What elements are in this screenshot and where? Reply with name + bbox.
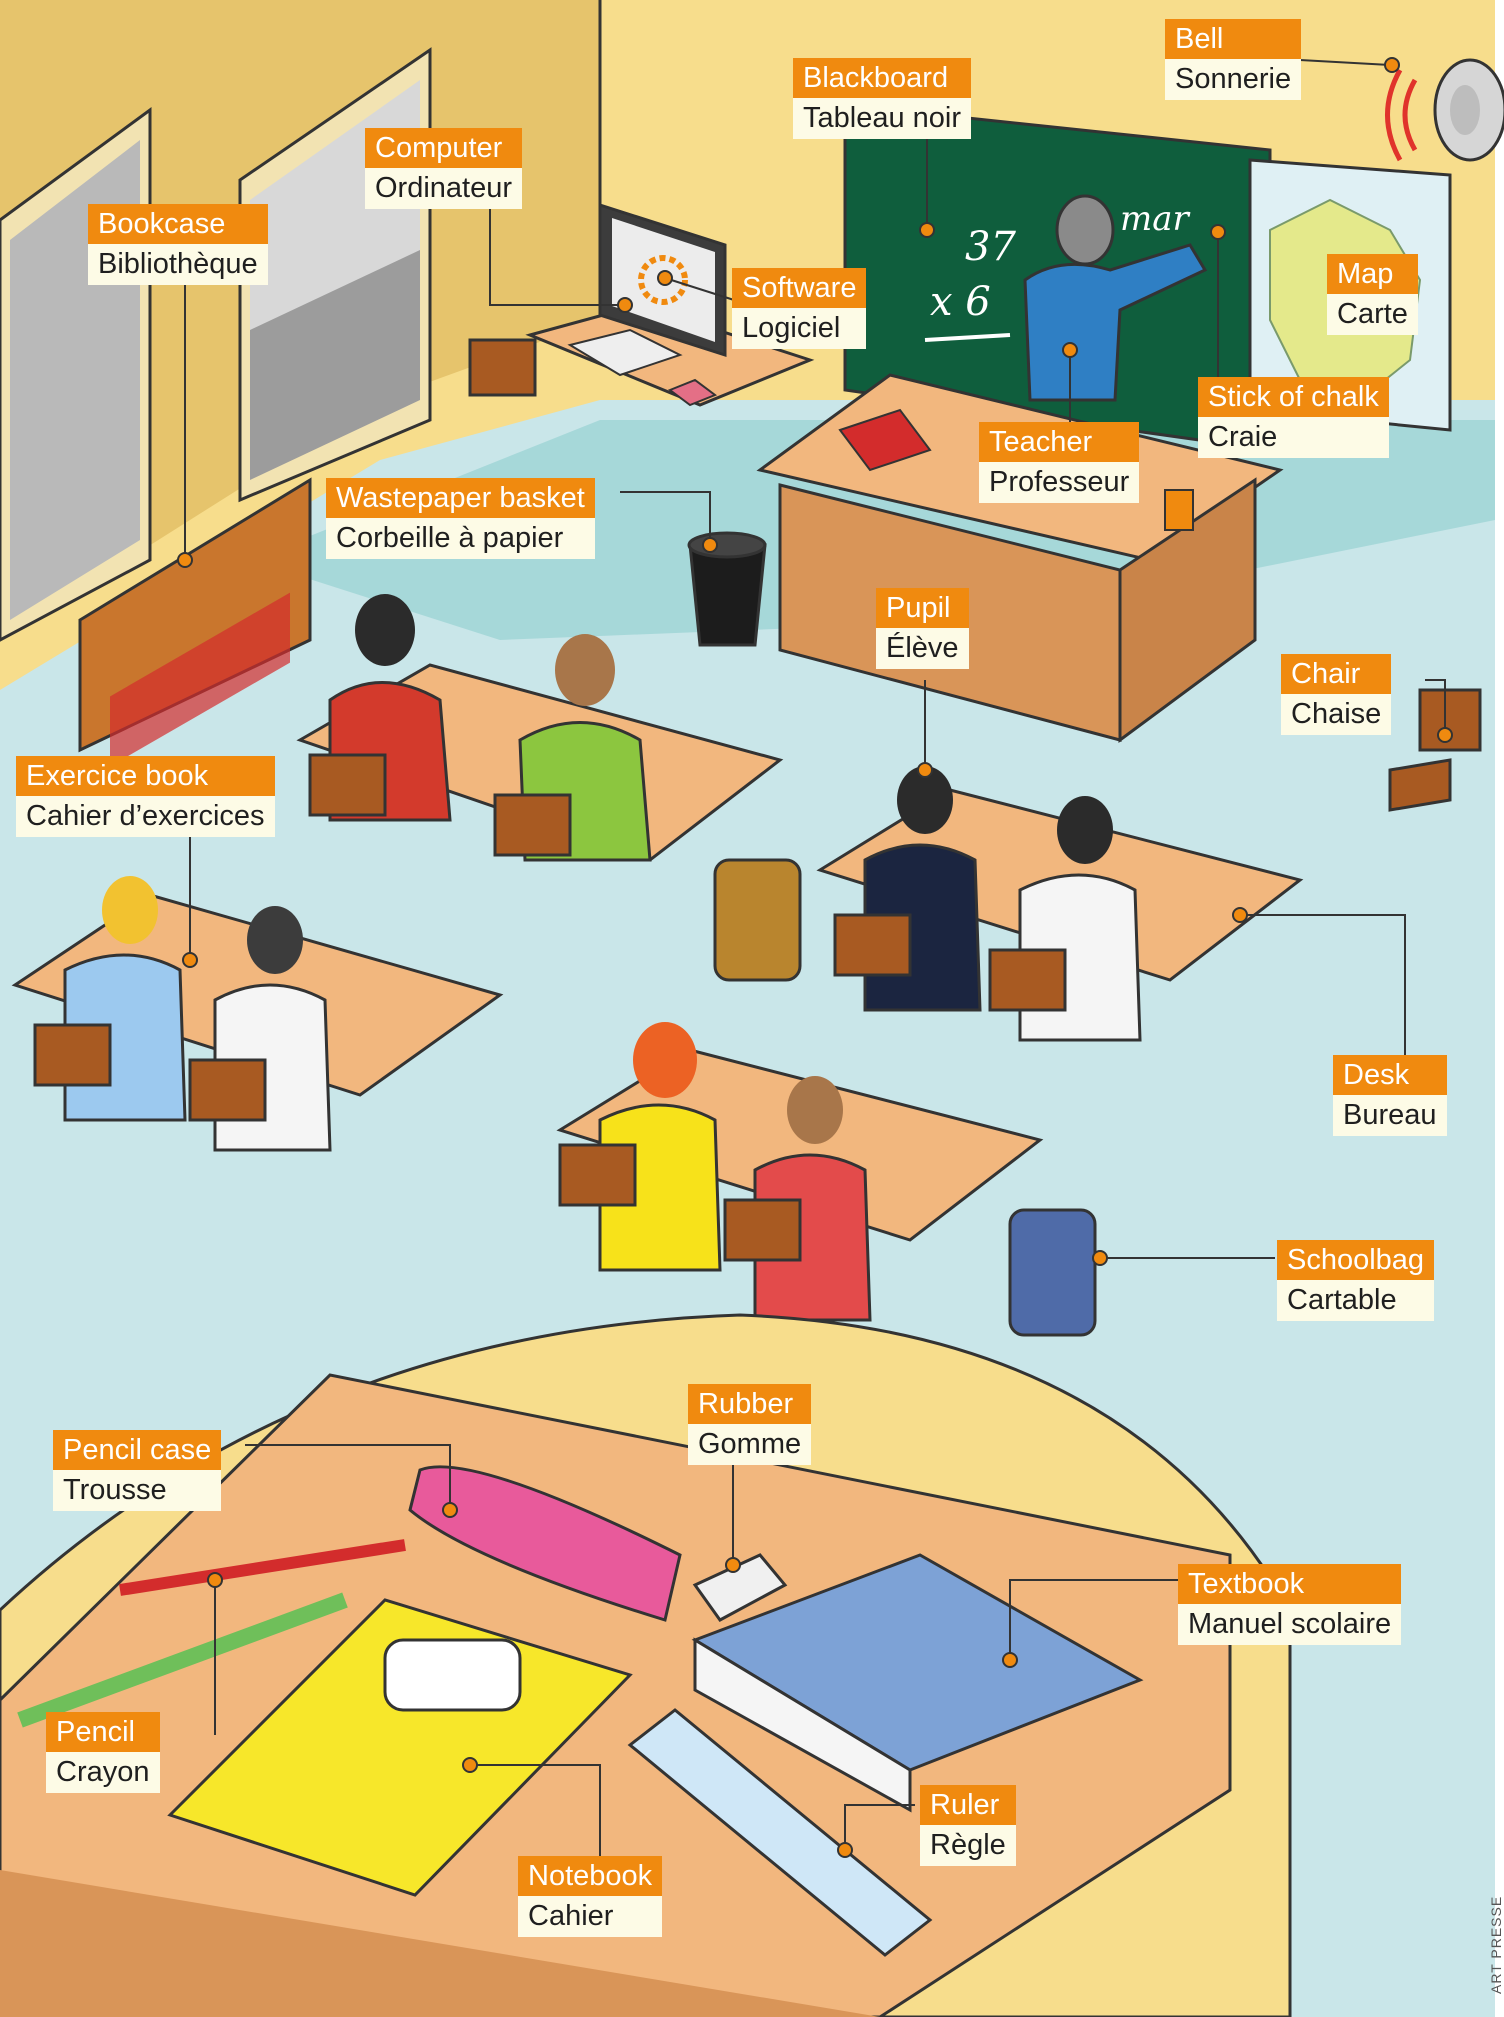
label-notebook-fr: Cahier [518,1896,662,1937]
label-textbook-en: Textbook [1178,1564,1401,1604]
label-bell-fr: Sonnerie [1165,59,1301,100]
label-pencil-case-en: Pencil case [53,1430,221,1470]
label-chair-en: Chair [1281,654,1391,694]
label-textbook-fr: Manuel scolaire [1178,1604,1401,1645]
label-desk-fr: Bureau [1333,1095,1447,1136]
label-pencil-fr: Crayon [46,1752,160,1793]
label-schoolbag-en: Schoolbag [1277,1240,1434,1280]
label-bell-en: Bell [1165,19,1301,59]
label-pencil [46,1712,160,1793]
label-stick-of-chalk [1198,377,1389,458]
label-notebook-en: Notebook [518,1856,662,1896]
label-teacher-fr: Professeur [979,462,1139,503]
label-blackboard-fr: Tableau noir [793,98,971,139]
label-stick-of-chalk-fr: Craie [1198,417,1389,458]
label-exercise-book-fr: Cahier d’exercices [16,796,275,837]
label-rubber-en: Rubber [688,1384,811,1424]
label-exercise-book [16,756,275,837]
label-teacher [979,422,1139,503]
label-schoolbag-fr: Cartable [1277,1280,1434,1321]
board-math-top: 37 [965,224,1016,270]
label-pencil-case [53,1430,221,1511]
label-rubber-fr: Gomme [688,1424,811,1465]
label-textbook [1178,1564,1401,1645]
label-pencil-en: Pencil [46,1712,160,1752]
label-computer [365,128,522,209]
label-chair-fr: Chaise [1281,694,1391,735]
label-wastepaper-basket-fr: Corbeille à papier [326,518,595,559]
label-wastepaper-basket [326,478,595,559]
label-map [1327,254,1418,335]
label-exercise-book-en: Exercice book [16,756,275,796]
label-pencil-case-fr: Trousse [53,1470,221,1511]
label-desk [1333,1055,1447,1136]
label-ruler-en: Ruler [920,1785,1016,1825]
label-pupil [876,588,969,669]
label-pupil-en: Pupil [876,588,969,628]
wastepaper-basket [689,533,765,645]
board-word: mar [1120,199,1189,239]
label-bookcase-fr: Bibliothèque [88,244,268,285]
label-chair [1281,654,1391,735]
label-ruler-fr: Règle [920,1825,1016,1866]
label-pupil-fr: Élève [876,628,969,669]
label-desk-en: Desk [1333,1055,1447,1095]
label-stick-of-chalk-en: Stick of chalk [1198,377,1389,417]
label-teacher-en: Teacher [979,422,1139,462]
label-software-fr: Logiciel [732,308,866,349]
label-ruler [920,1785,1016,1866]
label-schoolbag [1277,1240,1434,1321]
label-map-en: Map [1327,254,1418,294]
label-notebook [518,1856,662,1937]
label-software-en: Software [732,268,866,308]
label-bell [1165,19,1301,100]
label-blackboard-en: Blackboard [793,58,971,98]
label-bookcase [88,204,268,285]
label-blackboard [793,58,971,139]
label-map-fr: Carte [1327,294,1418,335]
image-credit: ART PRESSE [1488,1895,1504,1994]
label-computer-en: Computer [365,128,522,168]
board-math-bottom: x 6 [930,279,991,325]
label-software [732,268,866,349]
label-wastepaper-basket-en: Wastepaper basket [326,478,595,518]
label-bookcase-en: Bookcase [88,204,268,244]
label-rubber [688,1384,811,1465]
label-computer-fr: Ordinateur [365,168,522,209]
